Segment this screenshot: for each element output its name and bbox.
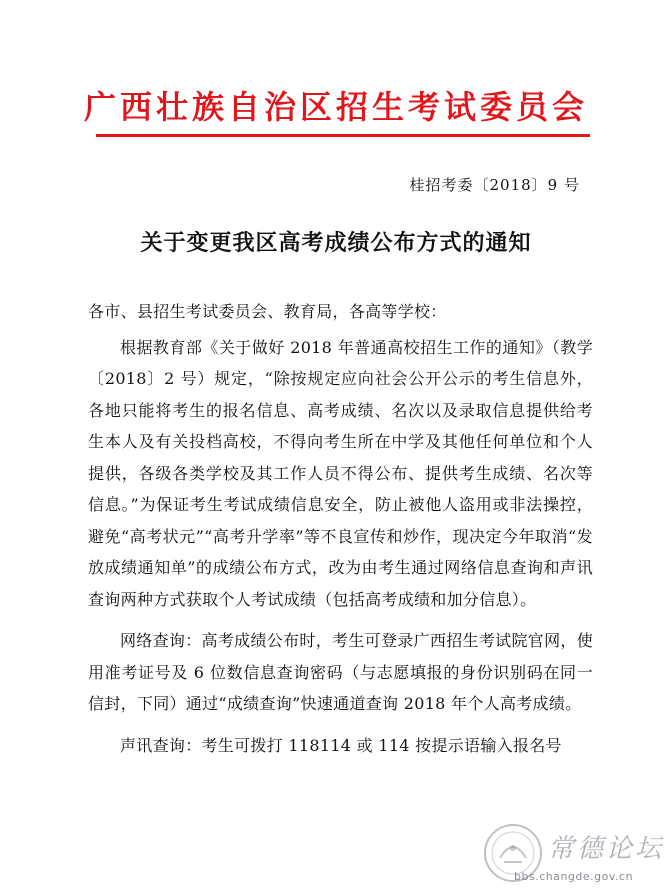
forum-watermark	[470, 818, 670, 892]
notice-title: 关于变更我区高考成绩公布方式的通知	[140, 230, 532, 256]
issuing-organization-title: 广西壮族自治区招生考试委员会	[83, 88, 588, 126]
red-header-rule	[96, 134, 590, 137]
notice-body	[88, 296, 593, 771]
paragraph-online-query: 网络查询：高考成绩公布时，考生可登录广西招生考试院官网，使用准考证号及 6 位数信息查询密码（与志愿填报的身份识别码在同一信封，下同）通过“成绩查询”快速通道查询 2018 年个人高考成绩。	[88, 631, 593, 713]
document-number: 桂招考委〔2018〕9 号	[409, 176, 580, 194]
paragraph-policy-basis: 根据教育部《关于做好 2018 年普通高校招生工作的通知》（教学〔2018〕2 号）规定，“除按规定应向社会公开公示的考生信息外，各地只能将考生的报名信息、高考成绩、名次以及录取信息提供给考生本人及有关投档高校，不得向考生所在中学及其他任何单位和个人提供，各级各类学校及其工作人员不得公布、提供考生成绩、名次等信息。”为保证考生考试成绩信息安全，防止被他人盗用或非法操控，避免“高考状元”“高考升学率”等不良宣传和炒作，现决定今年取消“发放成绩通知单”的成绩公布方式，改为由考生通过网络信息查询和声讯查询两种方式获取个人考试成绩（包括高考成绩和加分信息）。	[88, 337, 593, 609]
salutation: 各市、县招生考试委员会、教育局，各高等学校：	[88, 302, 447, 321]
paragraph-phone-query: 声讯查询：考生可拨打 118114 或 114 按提示语输入报名号	[120, 735, 562, 755]
watermark-text: 常德论坛	[548, 834, 665, 864]
watermark-url: bbs.changde.gov.cn	[514, 870, 634, 883]
